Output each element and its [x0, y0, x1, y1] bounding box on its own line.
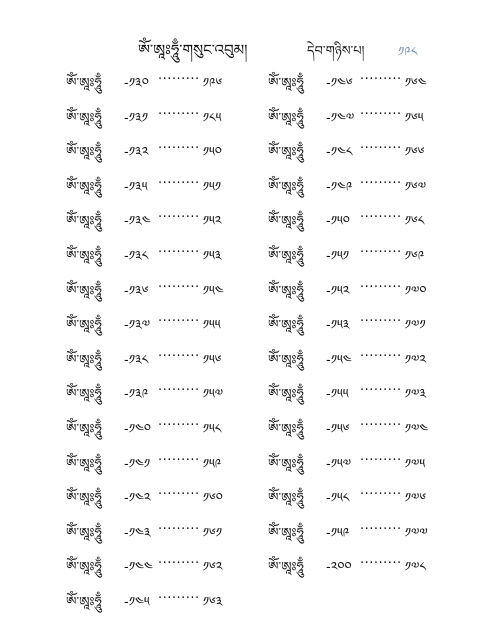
- entry-dots: .........: [360, 275, 402, 291]
- entry-value: ༡༦༨: [404, 214, 425, 230]
- entry-label: ཨོཾ་ཨཱཿཧཱུྃ: [268, 387, 304, 403]
- entry-label: ཨོཾ་ཨཱཿཧཱུྃ: [268, 248, 304, 264]
- index-entry: [268, 552, 468, 587]
- index-entry: [268, 103, 468, 138]
- entry-label: ཨོཾ་ཨཱཿཧཱུྃ: [268, 456, 304, 472]
- entry-value: ༡༥༠: [202, 145, 222, 161]
- entry-dots: .........: [360, 448, 402, 464]
- index-entry: [268, 414, 468, 449]
- entry-dots: .........: [158, 68, 200, 83]
- entry-label: ཨོཾ་ཨཱཿཧཱུྃ: [66, 318, 102, 334]
- entry-page: -༡༣༨: [124, 352, 149, 368]
- entry-label: ཨོཾ་ཨཱཿཧཱུྃ: [66, 525, 102, 541]
- entry-value: ༡༦༧: [404, 179, 427, 195]
- entry-label: ཨོཾ་ཨཱཿཧཱུྃ: [66, 179, 102, 195]
- entry-label: ཨོཾ་ཨཱཿཧཱུྃ: [66, 594, 102, 610]
- index-entry: [66, 68, 266, 103]
- entry-label: ཨོཾ་ཨཱཿཧཱུྃ: [66, 421, 102, 437]
- entry-page: -༡༤༤: [124, 560, 153, 576]
- index-entry: [268, 483, 468, 518]
- entry-value: ༡༦༦: [404, 145, 425, 161]
- entry-dots: .........: [360, 137, 402, 153]
- index-entry: [66, 206, 266, 241]
- index-entry: [268, 137, 468, 172]
- index-entry: [66, 103, 266, 138]
- entry-dots: .........: [158, 379, 200, 395]
- entry-label: ཨོཾ་ཨཱཿཧཱུྃ: [66, 560, 102, 576]
- index-entry: [268, 310, 468, 345]
- left-column: [66, 68, 266, 622]
- index-entry: [268, 345, 468, 380]
- entry-label: ཨོཾ་ཨཱཿཧཱུྃ: [66, 491, 102, 507]
- entry-label: ཨོཾ་ཨཱཿཧཱུྃ: [268, 560, 304, 576]
- entry-page: -༡༥༠: [326, 214, 350, 230]
- entry-value: ༡༥༦: [202, 352, 222, 368]
- entry-label: ཨོཾ་ཨཱཿཧཱུྃ: [66, 145, 102, 161]
- index-entry: [66, 483, 266, 518]
- entry-value: ༡༥༢: [202, 214, 222, 230]
- index-entry: [66, 172, 266, 207]
- entry-page: -༡༥༧: [326, 456, 352, 472]
- entry-page: -༡༥༤: [326, 352, 352, 368]
- index-entry: [268, 518, 468, 553]
- index-entry: [268, 206, 468, 241]
- entry-dots: .........: [360, 171, 402, 187]
- entry-page: -༡༥༥: [326, 387, 349, 403]
- entry-page: -༡༤༣: [124, 525, 151, 541]
- header-title: ཨོཾ་ཨཱཿཧཱུྃ་གསུང་འབུམ།: [138, 41, 248, 59]
- entry-dots: .........: [158, 517, 200, 533]
- entry-value: ༡༧༤: [404, 421, 429, 437]
- entry-label: ཨོཾ་ཨཱཿཧཱུྃ: [268, 352, 304, 368]
- entry-dots: .........: [360, 483, 402, 499]
- entry-page: -༡༤༢: [124, 491, 151, 507]
- entry-label: ཨོཾ་ཨཱཿཧཱུྃ: [66, 283, 102, 299]
- entry-label: ཨོཾ་ཨཱཿཧཱུྃ: [66, 76, 102, 91]
- index-entry: [66, 414, 266, 449]
- index-entry: [66, 276, 266, 311]
- entry-value: ༡༥༡: [202, 179, 222, 195]
- entry-label: ཨོཾ་ཨཱཿཧཱུྃ: [268, 214, 304, 230]
- entry-dots: .........: [360, 240, 402, 256]
- entry-value: ༡༧༨: [404, 560, 426, 576]
- entry-label: ཨོཾ་ཨཱཿཧཱུྃ: [268, 110, 304, 126]
- entry-label: ཨོཾ་ཨཱཿཧཱུྃ: [66, 352, 102, 368]
- entry-dots: .........: [360, 310, 402, 326]
- entry-label: ཨོཾ་ཨཱཿཧཱུྃ: [268, 76, 304, 91]
- entry-page: -༡༥༣: [326, 318, 350, 334]
- entry-value: ༡༧༣: [404, 387, 427, 403]
- entry-value: ༡༩༦: [202, 76, 223, 91]
- index-entry: [66, 449, 266, 484]
- entry-value: ༡༥༧: [202, 387, 224, 403]
- entry-label: ཨོཾ་ཨཱཿཧཱུྃ: [268, 179, 304, 195]
- entry-dots: .........: [360, 344, 402, 360]
- entry-dots: .........: [158, 448, 200, 464]
- entry-dots: .........: [158, 171, 200, 187]
- index-entry: [66, 241, 266, 276]
- entry-page: -༡༣༧: [124, 318, 151, 334]
- entry-page: -༡༣༢: [124, 145, 149, 161]
- entry-page: -༡༣༦: [124, 283, 149, 299]
- entry-dots: .........: [360, 552, 402, 568]
- entry-value: ༡༧༡: [404, 318, 426, 334]
- entry-label: ཨོཾ་ཨཱཿཧཱུྃ: [66, 456, 102, 472]
- entry-page: -༡༤༩: [326, 179, 353, 195]
- entry-value: ༡༦༣: [202, 594, 223, 610]
- entry-value: ༡༥༥: [202, 318, 221, 334]
- entry-dots: .........: [158, 275, 200, 291]
- entry-label: ཨོཾ་ཨཱཿཧཱུྃ: [268, 491, 304, 507]
- entry-page: -༡༤༧: [326, 110, 355, 126]
- entry-page: -༡༣༠: [124, 76, 149, 91]
- entry-label: ཨོཾ་ཨཱཿཧཱུྃ: [66, 248, 102, 264]
- entry-value: ༡༦༥: [404, 110, 424, 126]
- entry-dots: .........: [360, 413, 402, 429]
- entry-page: -༡༥༩: [326, 525, 350, 541]
- entry-value: ༡༧༥: [404, 456, 426, 472]
- entry-page: -༡༣༨: [124, 248, 149, 264]
- index-entry: [268, 68, 468, 103]
- index-entry: [268, 449, 468, 484]
- entry-page: -༡༣༩: [124, 387, 149, 403]
- index-entry: [66, 552, 266, 587]
- index-entry: [66, 587, 266, 622]
- entry-dots: .........: [360, 102, 402, 118]
- entry-page: -༡༣༤: [124, 214, 151, 230]
- entry-dots: .........: [158, 413, 200, 429]
- entry-value: ༡༨༥: [202, 110, 222, 126]
- index-entry: [66, 379, 266, 414]
- right-column: [268, 68, 468, 587]
- entry-page: -༡༤༦: [326, 76, 353, 91]
- entry-dots: .........: [360, 379, 402, 395]
- index-entry: [268, 172, 468, 207]
- entry-page: -༡༤༡: [124, 456, 151, 472]
- entry-label: ཨོཾ་ཨཱཿཧཱུྃ: [268, 525, 304, 541]
- entry-dots: .........: [158, 310, 200, 326]
- index-entry: [66, 310, 266, 345]
- index-entry: [268, 241, 468, 276]
- entry-label: ཨོཾ་ཨཱཿཧཱུྃ: [66, 110, 102, 126]
- entry-page: -༡༥༡: [326, 248, 350, 264]
- entry-value: ༡༧༦: [404, 491, 427, 507]
- entry-dots: .........: [158, 552, 200, 568]
- entry-value: ༡༦༠: [202, 491, 223, 507]
- entry-dots: .........: [158, 206, 200, 222]
- entry-value: ༡༥༤: [202, 283, 224, 299]
- entry-dots: .........: [158, 586, 200, 602]
- entry-value: ༡༧༧: [404, 525, 428, 541]
- entry-dots: .........: [158, 483, 200, 499]
- entry-value: ༡༦༢: [202, 560, 223, 576]
- entry-page: -༡༥༢: [326, 283, 350, 299]
- entry-label: ཨོཾ་ཨཱཿཧཱུྃ: [268, 145, 304, 161]
- page-header: [0, 34, 494, 62]
- index-entry: [66, 518, 266, 553]
- entry-value: ༡༥༩: [202, 456, 222, 472]
- entry-dots: .........: [158, 137, 200, 153]
- entry-label: ཨོཾ་ཨཱཿཧཱུྃ: [268, 318, 304, 334]
- entry-value: ༡༧༢: [404, 352, 427, 368]
- entry-page: -༡༤༥: [124, 594, 150, 610]
- entry-page: -༡༥༨: [326, 491, 350, 507]
- entry-page: -༢༠༠: [326, 560, 352, 576]
- entry-page: -༡༣༥: [124, 179, 148, 195]
- header-volume-label: དེབ་གཉིས་པ།: [307, 44, 365, 59]
- entry-page: -༡༣༡: [124, 110, 148, 126]
- entry-page: -༡༥༦: [326, 421, 350, 437]
- entry-dots: .........: [360, 68, 402, 83]
- index-entry: [268, 379, 468, 414]
- entry-dots: .........: [158, 344, 200, 360]
- entry-page: -༡༤༨: [326, 145, 353, 161]
- entry-value: ༡༦༩: [404, 248, 425, 264]
- entry-value: ༡༥༣: [202, 248, 222, 264]
- entry-value: ༡༥༨: [202, 421, 222, 437]
- entry-label: ཨོཾ་ཨཱཿཧཱུྃ: [268, 421, 304, 437]
- index-entry: [66, 345, 266, 380]
- index-entry: [66, 137, 266, 172]
- entry-label: ཨོཾ་ཨཱཿཧཱུྃ: [66, 387, 102, 403]
- entry-label: ཨོཾ་ཨཱཿཧཱུྃ: [268, 283, 304, 299]
- entry-dots: .........: [360, 206, 402, 222]
- entry-page: -༡༤༠: [124, 421, 152, 437]
- entry-value: ༡༦༤: [404, 76, 427, 91]
- index-entry: [268, 276, 468, 311]
- entry-dots: .........: [158, 240, 200, 256]
- entry-value: ༡༧༠: [404, 283, 427, 299]
- entry-value: ༡༦༡: [202, 525, 222, 541]
- header-page-number: ༡༩༨: [398, 45, 418, 60]
- entry-dots: .........: [360, 517, 402, 533]
- entry-label: ཨོཾ་ཨཱཿཧཱུྃ: [66, 214, 102, 230]
- entry-dots: .........: [158, 102, 200, 118]
